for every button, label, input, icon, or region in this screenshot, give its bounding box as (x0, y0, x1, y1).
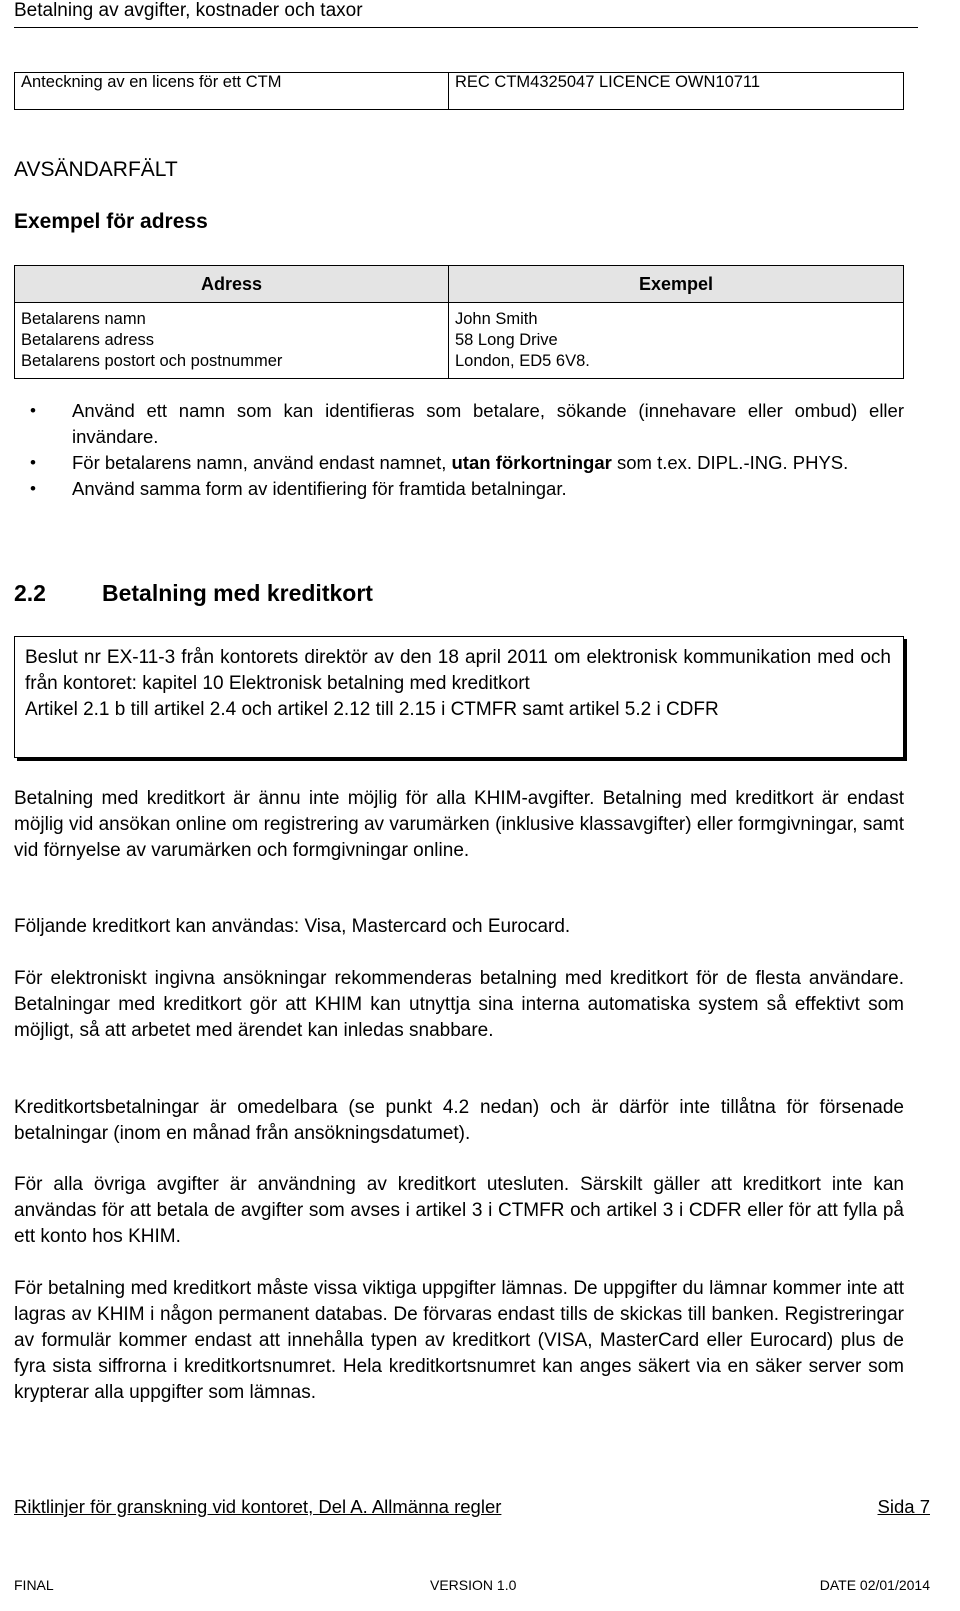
bullet-text: För betalarens namn, använd endast namnet, (72, 452, 452, 473)
list-item (14, 450, 904, 476)
address-line: Betalarens adress (21, 331, 154, 349)
sender-field-heading: AVSÄNDARFÄLT (14, 158, 178, 181)
footer-guideline-title: Riktlinjer för granskning vid kontoret, Del A. Allmänna regler (14, 1496, 502, 1517)
example-cell (449, 303, 904, 379)
licence-value: REC CTM4325047 LICENCE OWN10711 (449, 73, 904, 110)
example-line: John Smith (455, 310, 538, 328)
column-header-example: Exempel (449, 266, 904, 303)
address-line: Betalarens postort och postnummer (21, 352, 283, 370)
paragraph: För alla övriga avgifter är användning av kreditkort utesluten. Särskilt gäller att kreditkort inte kan användas för att betala de avgifter som avses i artikel 3 i CTMFR och artikel 3 i CDFR eller för att fylla på ett konto hos KHIM. (14, 1174, 904, 1247)
address-cell (15, 303, 449, 379)
example-line: 58 Long Drive (455, 331, 558, 349)
page-header-title: Betalning av avgifter, kostnader och taxor (14, 0, 363, 21)
address-line: Betalarens namn (21, 310, 146, 328)
decision-text: Beslut nr EX-11-3 från kontorets direktör av den 18 april 2011 om elektronisk kommunikation med och från kontoret: kapitel 10 Elektronisk betalning med kreditkort (25, 647, 891, 694)
paragraph: Betalning med kreditkort är ännu inte möjlig för alla KHIM-avgifter. Betalning med kreditkort är endast möjlig vid ansökan online om registrering av varumärken (inklusive klassavgifter) eller formgivningar, samt vid förnyelse av varumärken och formgivningar online. (14, 788, 904, 861)
address-guidelines-list (14, 398, 904, 502)
bullet-text: som t.ex. DIPL.-ING. PHYS. (611, 452, 849, 473)
example-line: London, ED5 6V8. (455, 352, 590, 370)
section-heading (14, 580, 373, 607)
address-example-heading: Exempel för adress (14, 210, 208, 233)
section-title: Betalning med kreditkort (102, 580, 373, 606)
paragraph: Kreditkortsbetalningar är omedelbara (se punkt 4.2 nedan) och är därför inte tillåtna för försenade betalningar (inom en månad från ansökningsdatumet). (14, 1097, 904, 1144)
list-item: • Använd ett namn som kan identifieras som betalare, sökande (innehavare eller ombud) eller invändare. (14, 398, 904, 450)
date-label: DATE 02/01/2014 (819, 1577, 930, 1593)
section-number: 2.2 (14, 580, 46, 606)
articles-text: Artikel 2.1 b till artikel 2.4 och artikel 2.12 till 2.15 i CTMFR samt artikel 5.2 i CDFR (25, 699, 719, 720)
licence-table (14, 72, 904, 110)
header-divider (14, 27, 918, 28)
version-label: VERSION 1.0 (430, 1577, 517, 1593)
paragraph: Följande kreditkort kan användas: Visa, Mastercard och Eurocard. (14, 916, 571, 937)
paragraph: För betalning med kreditkort måste vissa viktiga uppgifter lämnas. De uppgifter du lämnar kommer inte att lagras av KHIM i någon permanent databas. De förvaras endast tills de skickas till banken. Registreringar av formulär kommer endast att innehålla typen av kreditkort (VISA, MasterCard eller Eurocard) plus de fyra sista siffrorna i kreditkortsnumret. Hela kreditkortsnumret kan anges säkert via en säker server som krypterar alla uppgifter som lämnas. (14, 1278, 904, 1403)
paragraph: För elektroniskt ingivna ansökningar rekommenderas betalning med kreditkort för de flesta användare. Betalningar med kreditkort gör att KHIM kan utnyttja sina interna automatiska system så effektivt som möjligt, så att arbetet med ärendet kan inledas snabbare. (14, 968, 904, 1041)
footer-page-number: Sida 7 (877, 1496, 930, 1517)
status-label: FINAL (14, 1577, 54, 1593)
licence-label: Anteckning av en licens för ett CTM (15, 73, 449, 110)
bullet-emphasis: utan förkortningar (451, 452, 612, 473)
address-example-table (14, 265, 904, 379)
list-item: • Använd samma form av identifiering för framtida betalningar. (14, 476, 904, 502)
legal-reference-box (14, 636, 904, 758)
column-header-address: Adress (15, 266, 449, 303)
